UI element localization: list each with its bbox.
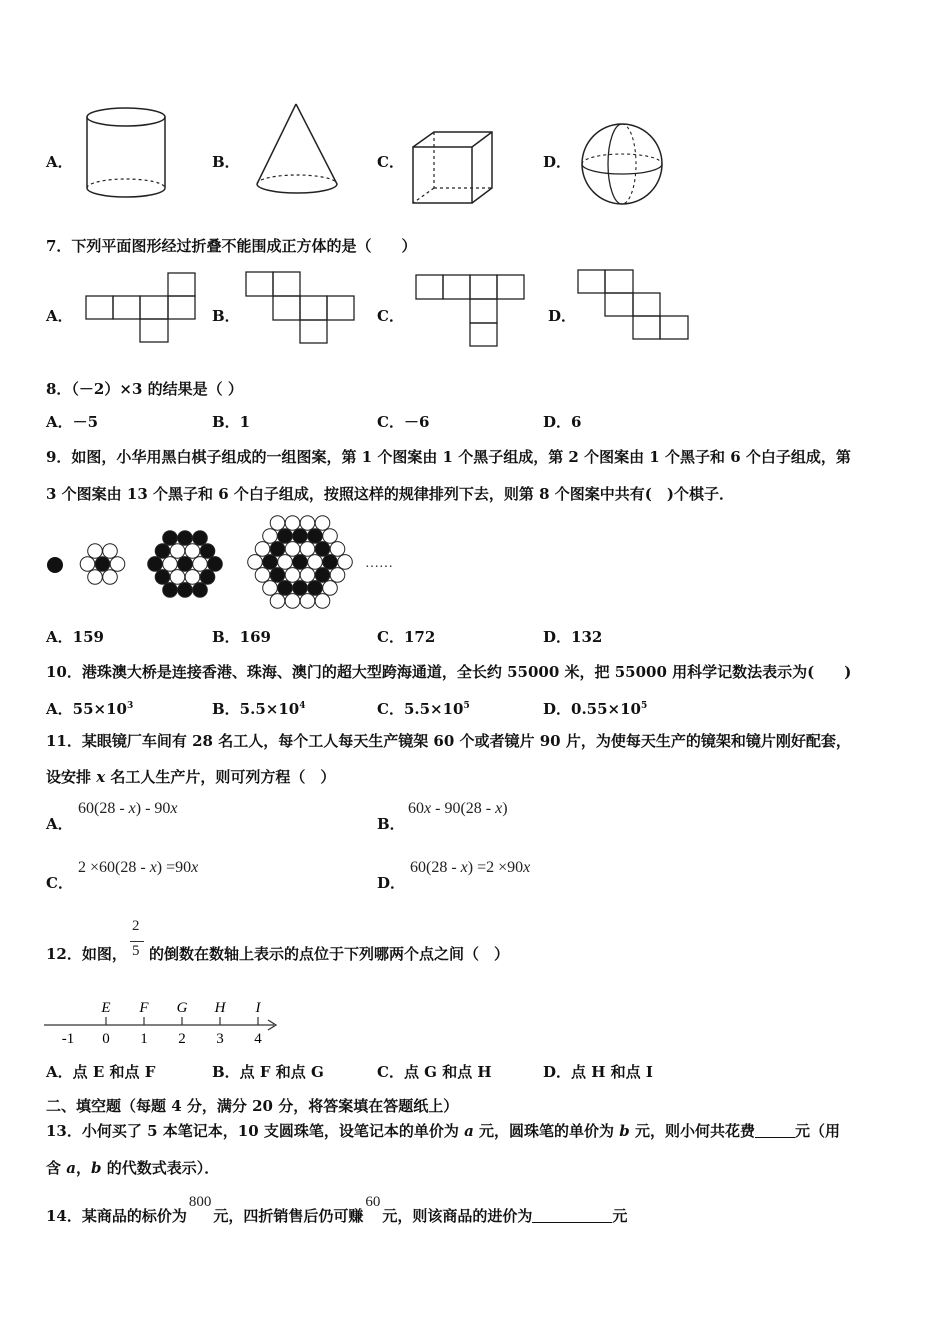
q11-option-b-equation: 60x - 90(28 - x) [408, 800, 508, 817]
q10-option-c: C．$5.5\times 10^5$ [377, 700, 470, 718]
q12-option-a: A．点 E 和点 F [46, 1063, 156, 1081]
q9-stem-line2: 3 个图案由 13 个黑子和 6 个白子组成，按照这样的规律排列下去，则第 8 个图案中共有( )个棋子． [46, 485, 734, 503]
axis-number: 3 [216, 1031, 224, 1047]
stone [323, 529, 338, 544]
stone [178, 557, 193, 572]
stone [178, 531, 193, 546]
stone [330, 568, 345, 583]
q8-stem: 8．（－2）×3 的结果是（ ） [46, 380, 243, 398]
stone [293, 581, 308, 596]
stone [155, 570, 170, 585]
stone [285, 568, 300, 583]
q10-option-a: A．$55\times 10^3$ [46, 700, 134, 718]
stone [285, 516, 300, 531]
q12-stem-suffix: 的倒数在数轴上表示的点位于下列哪两个点之间（ ） [149, 945, 510, 963]
q10-option-d: D．$0.55\times 10^5$ [543, 700, 648, 718]
stone [293, 529, 308, 544]
stone [308, 555, 323, 570]
q13-answer-blank[interactable] [755, 1123, 795, 1138]
q9-option-b: B．169 [212, 628, 271, 646]
q9-option-d: D．132 [543, 628, 603, 646]
number-line-figure [42, 996, 287, 1050]
stone [270, 516, 285, 531]
pattern-1-figure [46, 556, 66, 576]
q11-stem-line1: 11．某眼镜厂车间有 28 名工人，每个工人每天生产镜架 60 个或者镜片 90 片，为使每天生产的镜架和镜片刚好配套， [46, 732, 851, 750]
q12-stem-prefix: 12．如图， [46, 945, 127, 963]
stone [263, 581, 278, 596]
axis-number: 0 [102, 1031, 110, 1047]
stone [278, 529, 293, 544]
stone [308, 581, 323, 596]
point-label: G [176, 1000, 188, 1016]
q8-option-c: C．－6 [377, 413, 430, 431]
q8-option-b: B．1 [212, 413, 251, 431]
q12-fraction-numerator: 2 [132, 918, 140, 934]
axis-number: 2 [178, 1031, 186, 1047]
point-label: F [139, 1000, 149, 1016]
q10-stem: 10．港珠澳大桥是连接香港、珠海、澳门的超大型跨海通道，全长约 55000 米，把 55000 用科学记数法表示为( ) [46, 663, 852, 681]
stone [208, 557, 223, 572]
q6-option-a: A． [46, 153, 73, 171]
stone [163, 531, 178, 546]
stone [148, 557, 163, 572]
stone [300, 516, 315, 531]
q11-option-a-label: A． [46, 815, 73, 833]
q11-option-d-label: D． [377, 874, 406, 892]
q11-option-c-equation: 2 ×60(28 - x) =90x [78, 859, 199, 876]
stone [255, 568, 270, 583]
stone [270, 542, 285, 557]
stone [185, 544, 200, 559]
stone [263, 555, 278, 570]
stone [193, 557, 208, 572]
stone [185, 570, 200, 585]
q12-option-d: D．点 H 和点 I [543, 1063, 653, 1081]
stone [200, 570, 215, 585]
q7-option-b: B． [212, 307, 240, 325]
axis-number: 1 [140, 1031, 148, 1047]
cube-figure [410, 128, 500, 208]
stone [315, 568, 330, 583]
stone [200, 544, 215, 559]
stone [270, 594, 285, 609]
q12-option-c: C．点 G 和点 H [377, 1063, 492, 1081]
stone [323, 581, 338, 596]
stone [285, 542, 300, 557]
q11-option-b-label: B． [377, 815, 405, 833]
q13-line1: 13．小何买了 5 本笔记本，10 支圆珠笔，设笔记本的单价为 a 元，圆珠笔的单价为 b 元，则小何共花费 元（用 [46, 1122, 841, 1140]
q7-option-c: C． [377, 307, 404, 325]
stone [193, 531, 208, 546]
stone [193, 583, 208, 598]
stone [293, 555, 308, 570]
point-label: E [101, 1000, 111, 1016]
stone [255, 542, 270, 557]
section-2-heading: 二、填空题（每题 4 分，满分 20 分，将答案填在答题纸上） [46, 1097, 459, 1115]
stone [163, 557, 178, 572]
stone [300, 542, 315, 557]
q14-stem: 14．某商品的标价为800元，四折销售后仍可赚60元，则该商品的进价为 元 [46, 1194, 628, 1225]
q12-fraction-bar [130, 941, 144, 942]
q11-option-d-equation: 60(28 - x) =2 ×90x [410, 859, 531, 876]
net-figure-d [577, 268, 697, 344]
stone [315, 516, 330, 531]
q11-option-a-equation: 60(28 - x) - 90x [78, 800, 178, 817]
q6-option-b: B． [212, 153, 240, 171]
axis-number: 4 [254, 1031, 262, 1047]
net-figure-c [415, 272, 530, 348]
stone [338, 555, 353, 570]
axis-number: -1 [61, 1031, 75, 1047]
pattern-ellipsis: …… [365, 556, 393, 571]
pattern-3-figure[interactable] [143, 528, 228, 608]
q6-option-c: C． [377, 153, 404, 171]
q12-fraction-denominator: 5 [132, 943, 140, 959]
cylinder-figure [80, 100, 175, 210]
stone [315, 542, 330, 557]
stone [323, 555, 338, 570]
stone [263, 529, 278, 544]
q9-option-a: A．159 [46, 628, 104, 646]
stone [155, 544, 170, 559]
stone [270, 568, 285, 583]
stone [285, 594, 300, 609]
stone [278, 581, 293, 596]
q10-option-b: B．$5.5\times 10^4$ [212, 700, 306, 718]
q11-option-c-label: C． [46, 874, 73, 892]
pattern-4-figure[interactable] [243, 513, 358, 617]
stone [163, 583, 178, 598]
stone [300, 568, 315, 583]
net-figure-a [86, 270, 201, 346]
q9-stem-line1: 9．如图，小华用黑白棋子组成的一组图案，第 1 个图案由 1 个黑子组成，第 2 个图案由 1 个黑子和 6 个白子组成，第 [46, 448, 851, 466]
point-label: I [255, 1000, 261, 1016]
stone [308, 529, 323, 544]
q7-stem: 7．下列平面图形经过折叠不能围成正方体的是（ ） [46, 237, 417, 255]
stone [170, 570, 185, 585]
stone [170, 544, 185, 559]
q7-option-a: A． [46, 307, 73, 325]
pattern-2-figure [78, 543, 128, 589]
stone [248, 555, 263, 570]
q9-option-c: C．172 [377, 628, 436, 646]
q14-answer-blank[interactable] [532, 1208, 612, 1223]
cone-figure [250, 98, 345, 208]
q7-option-d: D． [548, 307, 577, 325]
q6-option-d: D． [543, 153, 572, 171]
q8-option-d: D．6 [543, 413, 582, 431]
stone [178, 583, 193, 598]
point-label: H [214, 1000, 226, 1016]
stone [330, 542, 345, 557]
stone [278, 555, 293, 570]
sphere-figure [578, 120, 668, 210]
stone [315, 594, 330, 609]
q12-option-b: B．点 F 和点 G [212, 1063, 324, 1081]
net-figure-b [245, 270, 360, 346]
stone [300, 594, 315, 609]
q8-option-a: A．－5 [46, 413, 99, 431]
q11-stem-line2: 设安排 x 名工人生产片，则可列方程（ ） [46, 768, 336, 786]
q13-line2: 含 a，b 的代数式表示）． [46, 1159, 220, 1177]
